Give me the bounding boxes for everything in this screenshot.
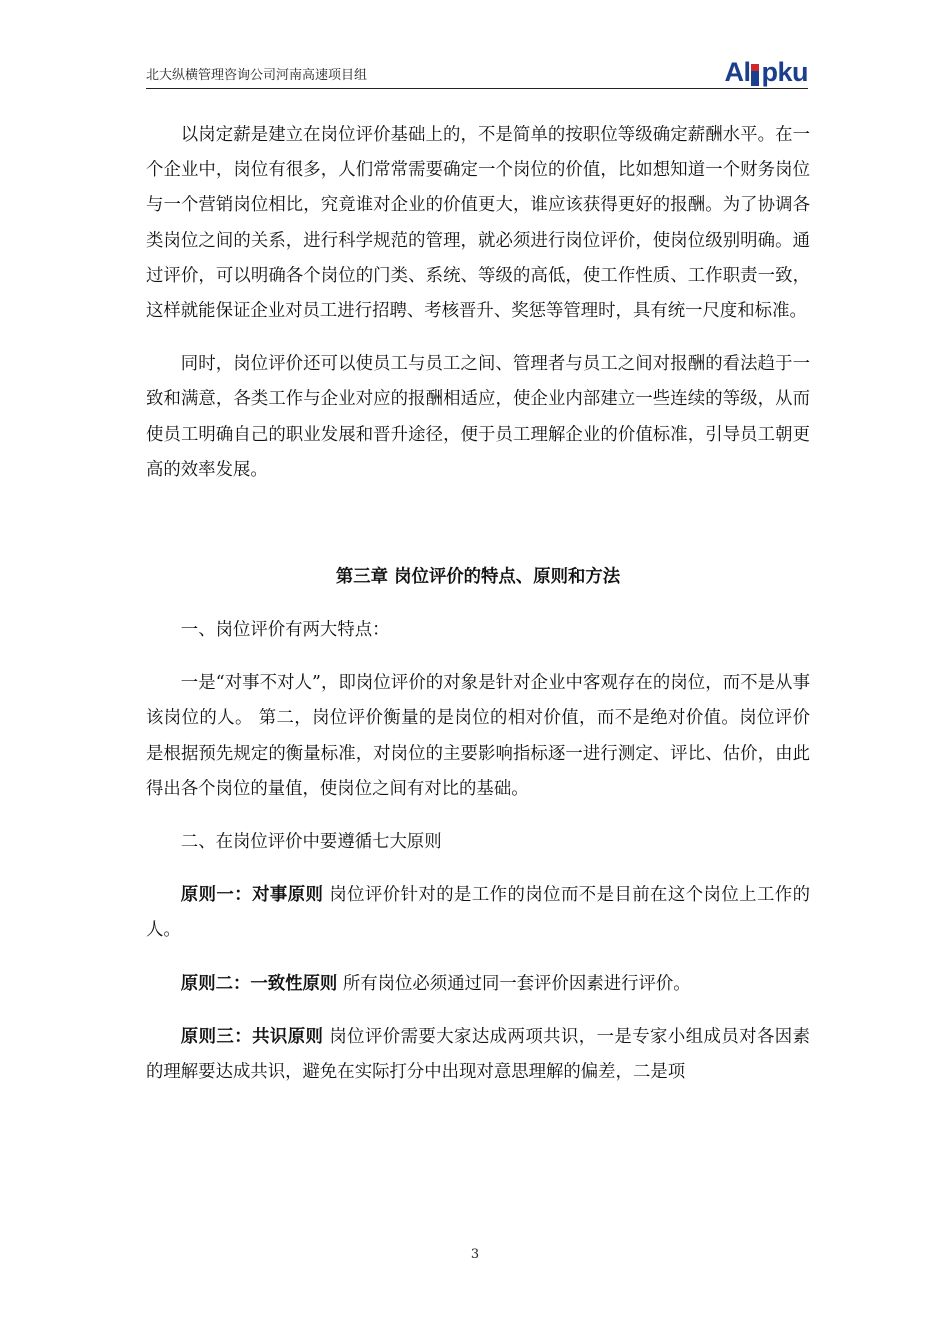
paragraph-1: 以岗定薪是建立在岗位评价基础上的，不是简单的按职位等级确定薪酬水平。在一个企业中，岗位有很多，人们常常需要确定一个岗位的价值，比如想知道一个财务岗位与一个营销岗位相比，究竟谁对企业的价值更大，谁应该获得更好的报酬。为了协调各类岗位之间的关系，进行科学规范的管理，就必须进行岗位评价，使岗位级别明确。通过评价，可以明确各个岗位的门类、系统、等级的高低，使工作性质、工作职责一致，这样就能保证企业对员工进行招聘、考核晋升、奖惩等管理时，具有统一尺度和标准。 bbox=[146, 125, 810, 322]
page-header bbox=[146, 56, 808, 89]
alpku-logo bbox=[724, 56, 808, 86]
page-content bbox=[146, 118, 810, 1090]
principle-1-text: 岗位评价针对的是工作的岗位而不是目前在这个岗位上工作的人。 bbox=[146, 885, 810, 941]
section-1-heading: 一、岗位评价有两大特点： bbox=[180, 620, 390, 641]
logo-text-left: Al bbox=[724, 57, 751, 87]
page-number: 3 bbox=[470, 1247, 480, 1262]
principle-2 bbox=[146, 967, 810, 1002]
chapter-title: 第三章 岗位评价的特点、原则和方法 bbox=[335, 567, 621, 588]
section-2-heading: 二、在岗位评价中要遵循七大原则 bbox=[180, 832, 442, 853]
principle-2-text: 所有岗位必须通过同一套评价因素进行评价。 bbox=[337, 973, 691, 994]
logo-mark-icon bbox=[751, 64, 759, 86]
section-1-body: 一是“对事不对人”，即岗位评价的对象是针对企业中客观存在的岗位，而不是从事该岗位的人。 第二，岗位评价衡量的是岗位的相对价值，而不是绝对价值。岗位评价是根据预先规定的衡量标准，对岗位的主要影响指标逐一进行测定、评比、估价，由此得出各个岗位的量值，使岗位之间有对比的基础。 bbox=[146, 673, 810, 799]
header-title: 北大纵横管理咨询公司河南高速项目组 bbox=[146, 68, 368, 83]
principle-1-label: 原则一：对事原则 bbox=[180, 885, 324, 906]
principle-3 bbox=[146, 1020, 810, 1090]
paragraph-2: 同时，岗位评价还可以使员工与员工之间、管理者与员工之间对报酬的看法趋于一致和满意，各类工作与企业对应的报酬相适应，使企业内部建立一些连续的等级，从而使员工明确自己的职业发展和晋升途径，便于员工理解企业的价值标准，引导员工朝更高的效率发展。 bbox=[146, 354, 810, 480]
principle-1 bbox=[146, 878, 810, 948]
principle-3-label: 原则三：共识原则 bbox=[180, 1026, 324, 1047]
logo-text-right: pku bbox=[761, 57, 808, 87]
principle-2-label: 原则二：一致性原则 bbox=[180, 973, 338, 994]
principle-3-text: 岗位评价需要大家达成两项共识，一是专家小组成员对各因素的理解要达成共识，避免在实际打分中出现对意思理解的偏差，二是项 bbox=[146, 1026, 810, 1083]
